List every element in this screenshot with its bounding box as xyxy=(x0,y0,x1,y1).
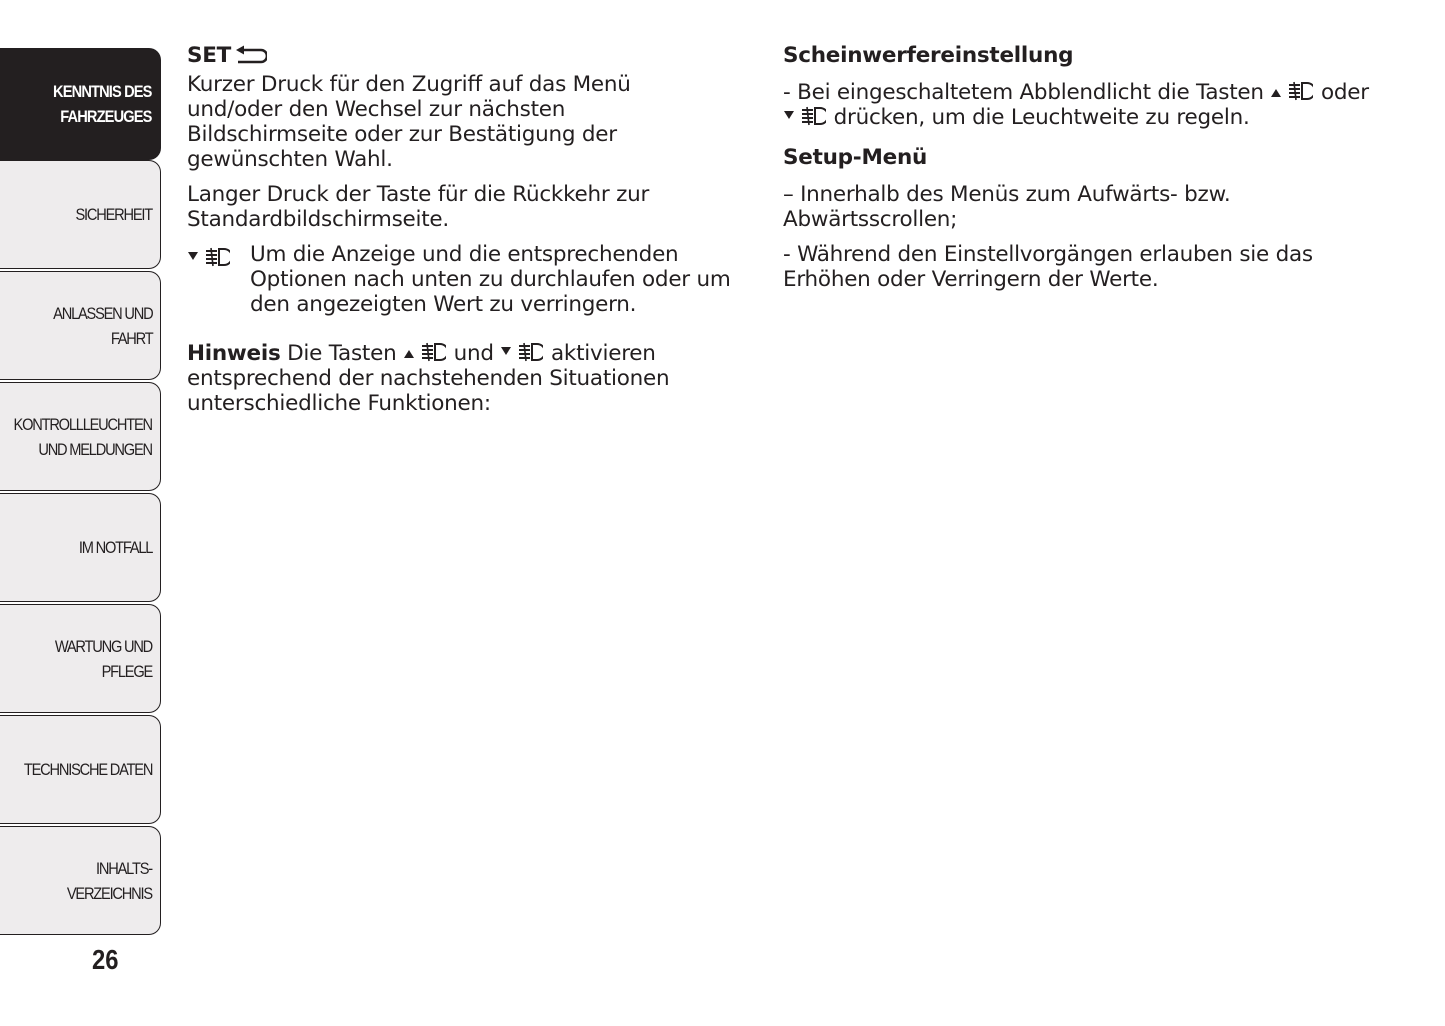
right-column xyxy=(783,40,1383,302)
tab-kenntnis-des-fahrzeuges[interactable] xyxy=(0,48,161,160)
page-number: 26 xyxy=(92,944,119,975)
set-heading xyxy=(187,40,732,72)
tab-kontrollleuchten[interactable] xyxy=(0,382,161,491)
setup-menu-heading: Setup-Menü xyxy=(783,145,928,170)
headlamp-text-or: oder xyxy=(1320,80,1369,105)
note-text-and: und xyxy=(453,341,494,366)
tab-label: KONTROLLLEUCHTEN UND MELDUNGEN xyxy=(13,414,152,459)
tab-inhaltsverzeichnis[interactable] xyxy=(0,826,161,935)
tab-label: TECHNISCHE DATEN xyxy=(23,760,152,779)
set-heading-text: SET xyxy=(187,43,232,68)
tab-sicherheit[interactable] xyxy=(0,160,161,269)
headlamp-text-start: - Bei eingeschaltetem Abblendlicht die Tasten xyxy=(783,80,1264,105)
tab-wartung-und-pflege[interactable] xyxy=(0,604,161,713)
headlight-up-icon xyxy=(1270,80,1314,102)
tab-im-notfall[interactable] xyxy=(0,493,161,602)
tab-anlassen-und-fahrt[interactable] xyxy=(0,271,161,380)
headlight-down-icon xyxy=(500,341,544,363)
down-button-text: Um die Anzeige und die entsprechenden Optionen nach unten zu durchlaufen oder um den angezeigten Wert zu verringern. xyxy=(250,242,731,317)
headlight-down-icon xyxy=(187,246,231,268)
headlight-up-icon xyxy=(403,341,447,363)
return-arrow-icon xyxy=(233,45,267,67)
set-short-press-text: Kurzer Druck für den Zugriff auf das Menü und/oder den Wechsel zur nächsten Bildschirmseite oder zur Bestätigung der gewünschten Wahl. xyxy=(187,72,631,172)
set-long-press-text: Langer Druck der Taste für die Rückkehr zur Standardbildschirmseite. xyxy=(187,182,650,232)
note-label: Hinweis xyxy=(187,341,281,366)
tab-label: SICHERHEIT xyxy=(75,205,152,224)
tab-label: ANLASSEN UND FAHRT xyxy=(52,303,152,348)
down-button-item xyxy=(187,242,732,317)
note-paragraph xyxy=(187,341,732,416)
headlamp-text-end: drücken, um die Leuchtweite zu regeln. xyxy=(833,105,1250,130)
note-text-start: Die Tasten xyxy=(287,341,397,366)
left-column xyxy=(187,40,732,426)
tab-label: WARTUNG UND PFLEGE xyxy=(54,636,152,681)
tab-label: KENNTNIS DES FAHRZEUGES xyxy=(53,82,152,126)
setup-menu-adjust-text: - Während den Einstellvorgängen erlauben sie das Erhöhen oder Verringern der Werte. xyxy=(783,242,1313,292)
note-text-end: aktivieren entsprechend der nachstehenden Situationen unterschiedliche Funktionen: xyxy=(187,341,670,416)
tab-technische-daten[interactable] xyxy=(0,715,161,824)
headlight-down-icon xyxy=(783,105,827,127)
headlamp-adjust-text xyxy=(783,80,1383,130)
tab-label: IM NOTFALL xyxy=(78,538,152,557)
tab-label: INHALTS- VERZEICHNIS xyxy=(66,858,152,903)
setup-menu-scroll-text: – Innerhalb des Menüs zum Aufwärts- bzw. Abwärtsscrollen; xyxy=(783,182,1231,232)
headlamp-adjust-heading: Scheinwerfereinstellung xyxy=(783,43,1074,68)
